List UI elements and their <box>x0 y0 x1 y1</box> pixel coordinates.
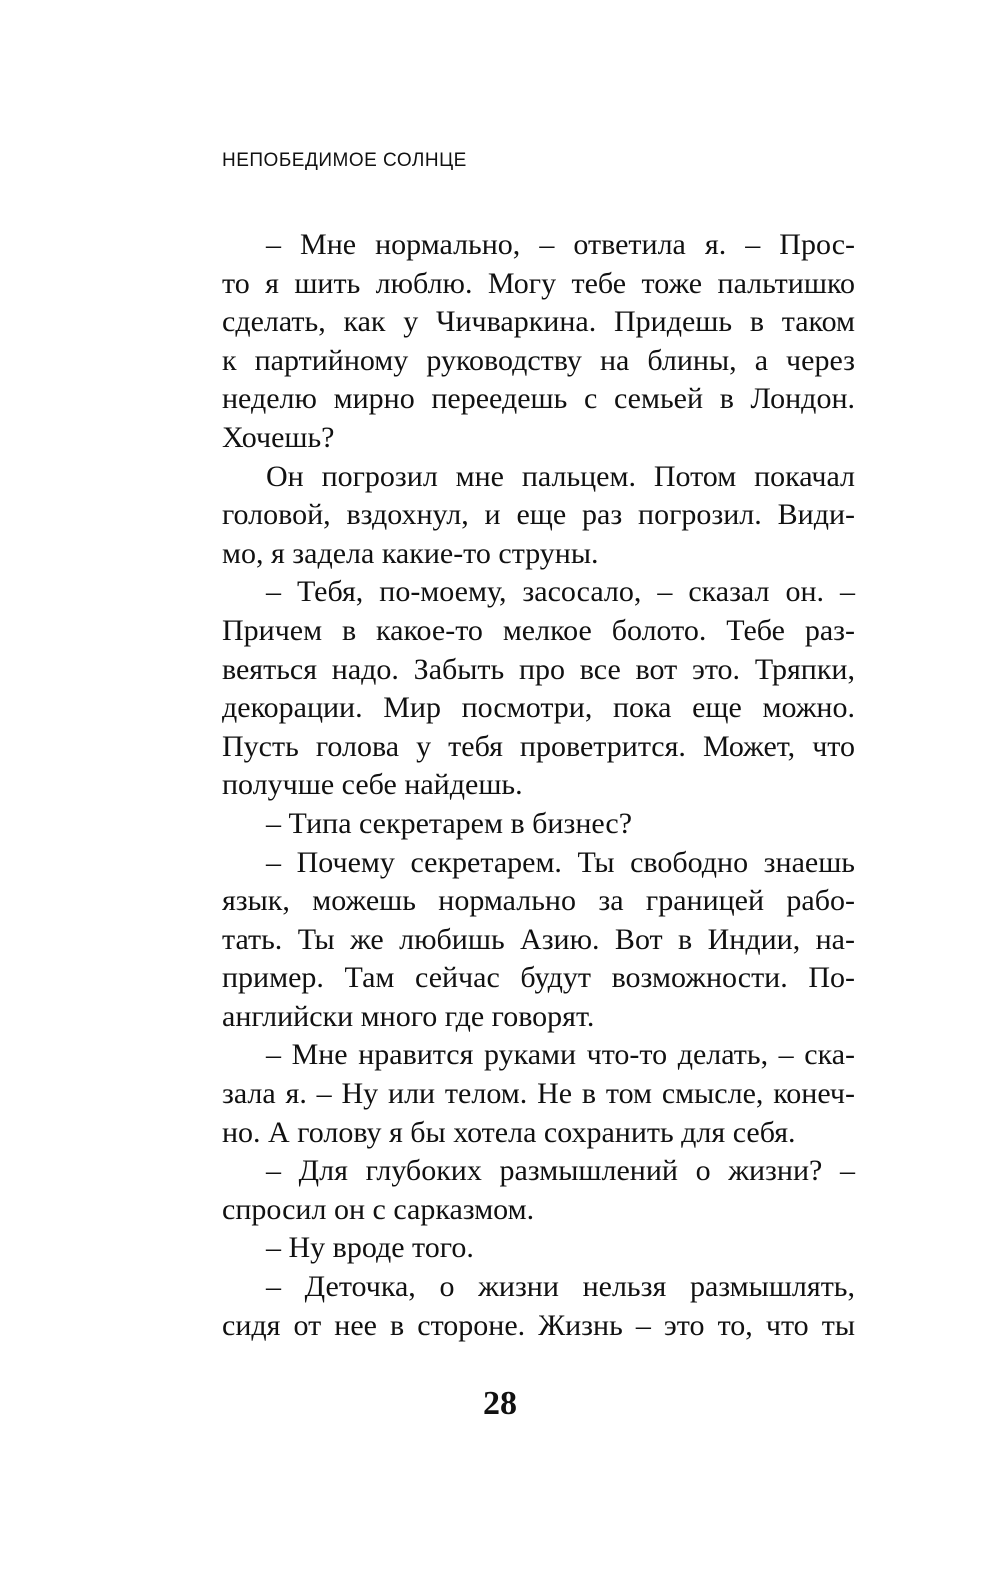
text-line: веяться надо. Забыть про все вот это. Тряпки, <box>222 652 855 686</box>
text-line: но. А голову я бы хотела сохранить для себя. <box>222 1115 796 1149</box>
text-line: – Деточка, о жизни нельзя размышлять, <box>266 1270 855 1304</box>
text-line: английски много где говорят. <box>222 999 595 1033</box>
text-line: мо, я задела какие-то струны. <box>222 536 599 570</box>
text-line: декорации. Мир посмотри, пока еще можно. <box>222 691 855 725</box>
text-line: зала я. – Ну или телом. Не в том смысле, конеч- <box>222 1077 855 1111</box>
body-text <box>222 226 855 1345</box>
text-line: Он погрозил мне пальцем. Потом покачал <box>266 459 855 493</box>
text-line: к партийному руководству на блины, а через <box>222 343 855 377</box>
text-line: головой, вздохнул, и еще раз погрозил. Види- <box>222 498 855 532</box>
text-line: Пусть голова у тебя проветрится. Может, что <box>222 729 855 763</box>
running-head: НЕПОБЕДИМОЕ СОЛНЦЕ <box>222 150 467 171</box>
text-line: – Мне нормально, – ответила я. – Прос- <box>266 228 855 261</box>
text-line: язык, можешь нормально за границей рабо- <box>222 884 855 918</box>
text-line: – Для глубоких размышлений о жизни? – <box>266 1154 855 1188</box>
text-line: Хочешь? <box>222 420 335 454</box>
text-line: спросил он с сарказмом. <box>222 1192 535 1226</box>
text-line: – Тебя, по-моему, засосало, – сказал он. – <box>266 575 855 609</box>
text-line: – Ну вроде того. <box>266 1231 474 1265</box>
text-line: сидя от нее в стороне. Жизнь – это то, что ты <box>222 1308 855 1342</box>
text-line: то я шить люблю. Могу тебе тоже пальтишко <box>222 266 855 300</box>
text-line: тать. Ты же любишь Азию. Вот в Индии, на- <box>222 922 855 956</box>
text-line: сделать, как у Чичваркина. Придешь в таком <box>222 305 855 339</box>
text-line: – Почему секретарем. Ты свободно знаешь <box>266 845 855 879</box>
text-line: Причем в какое-то мелкое болото. Тебе раз- <box>222 613 855 647</box>
text-line: – Типа секретарем в бизнес? <box>266 806 633 840</box>
text-line: пример. Там сейчас будут возможности. По- <box>222 961 855 995</box>
text-line: получше себе найдешь. <box>222 768 523 802</box>
text-line: неделю мирно переедешь с семьей в Лондон. <box>222 382 855 416</box>
text-line: – Мне нравится руками что-то делать, – ска- <box>266 1038 855 1072</box>
page-number: 28 <box>483 1385 517 1422</box>
